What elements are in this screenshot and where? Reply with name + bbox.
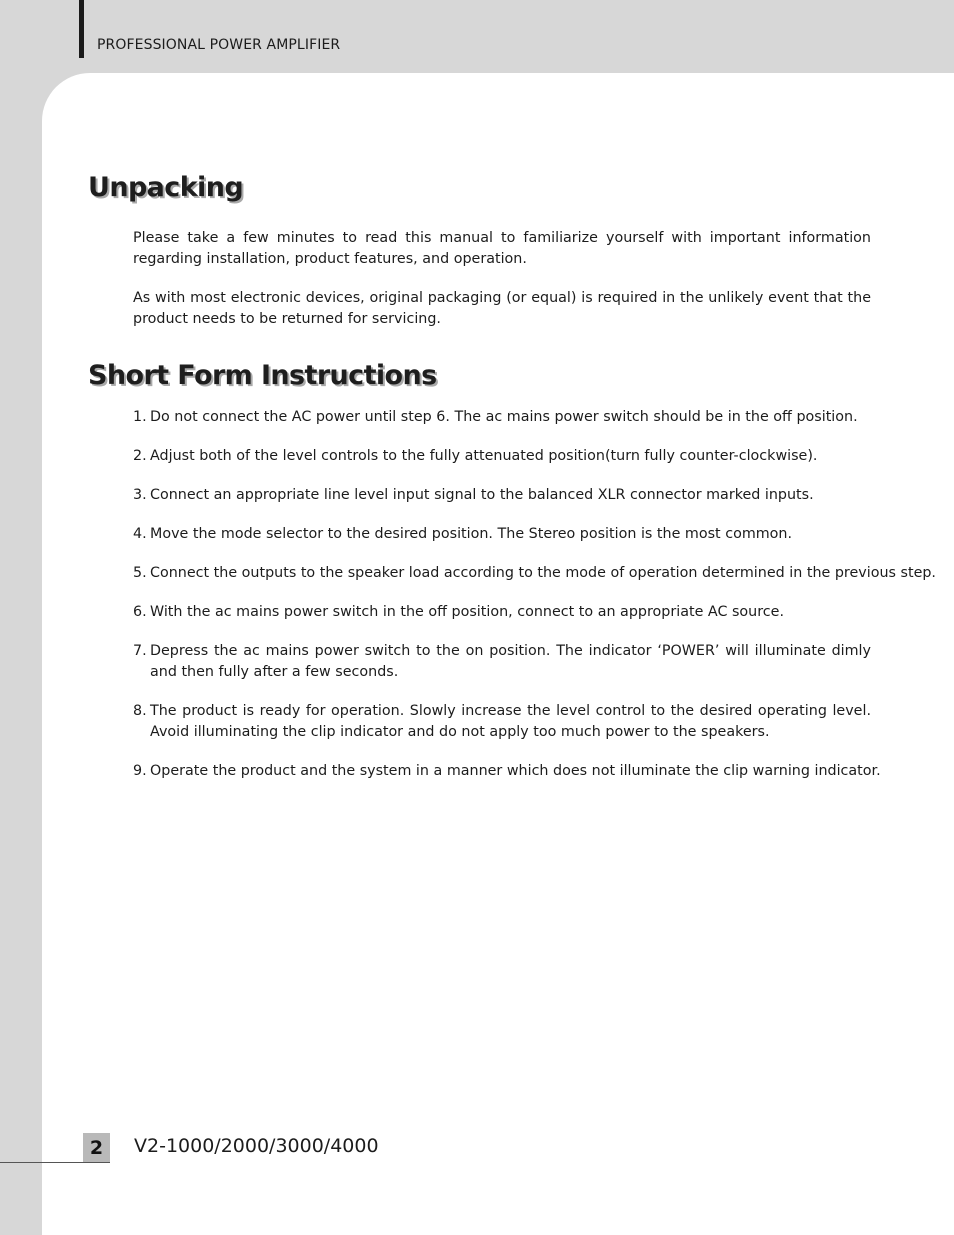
step-text: With the ac mains power switch in the off position, connect to an appropriate AC source.: [150, 604, 784, 620]
instruction-list: [133, 407, 936, 800]
header-title: PROFESSIONAL POWER AMPLIFIER: [97, 37, 341, 53]
instruction-step: [133, 761, 881, 782]
step-number: 2.: [133, 448, 147, 464]
step-text: The product is ready for operation. Slowly increase the level control to the desired operating level. Avoid illuminating the clip indicator and do not apply too much power to the speakers.: [150, 703, 871, 740]
model-number: V2-1000/2000/3000/4000: [134, 1135, 379, 1157]
step-number: 8.: [133, 703, 147, 719]
unpacking-paragraph-1: Please take a few minutes to read this manual to familiarize yourself with important information regarding installation, product features, and operation.: [133, 230, 871, 267]
unpacking-heading: Unpacking: [88, 172, 244, 203]
page-number: 2: [83, 1133, 110, 1162]
instruction-step: [133, 485, 871, 506]
instruction-step: [133, 524, 871, 545]
instruction-step: [133, 602, 871, 623]
short-form-heading: Short Form Instructions: [88, 360, 437, 391]
step-number: 7.: [133, 643, 147, 659]
instruction-step: [133, 407, 871, 428]
step-text: Depress the ac mains power switch to the on position. The indicator ‘POWER’ will illuminate dimly and then fully after a few seconds.: [150, 643, 871, 680]
instruction-step: [133, 563, 936, 584]
step-text: Operate the product and the system in a manner which does not illuminate the clip warning indicator.: [150, 763, 881, 779]
step-number: 6.: [133, 604, 147, 620]
instruction-step: [133, 701, 871, 743]
step-text: Connect the outputs to the speaker load according to the mode of operation determined in the previous step.: [150, 565, 936, 581]
step-number: 9.: [133, 763, 147, 779]
step-text: Move the mode selector to the desired position. The Stereo position is the most common.: [150, 526, 793, 542]
step-text: Connect an appropriate line level input signal to the balanced XLR connector marked inputs.: [150, 487, 814, 503]
unpacking-paragraph-2: As with most electronic devices, original packaging (or equal) is required in the unlikely event that the product needs to be returned for servicing.: [133, 290, 871, 327]
instruction-step: [133, 641, 871, 683]
step-number: 1.: [133, 409, 147, 425]
step-text: Do not connect the AC power until step 6. The ac mains power switch should be in the off position.: [150, 409, 858, 425]
step-number: 4.: [133, 526, 147, 542]
footer-divider: [0, 1162, 110, 1163]
step-number: 5.: [133, 565, 147, 581]
step-number: 3.: [133, 487, 147, 503]
step-text: Adjust both of the level controls to the fully attenuated position(turn fully counter-clockwise).: [150, 448, 818, 464]
header-accent-bar: [79, 0, 84, 58]
instruction-step: [133, 446, 871, 467]
